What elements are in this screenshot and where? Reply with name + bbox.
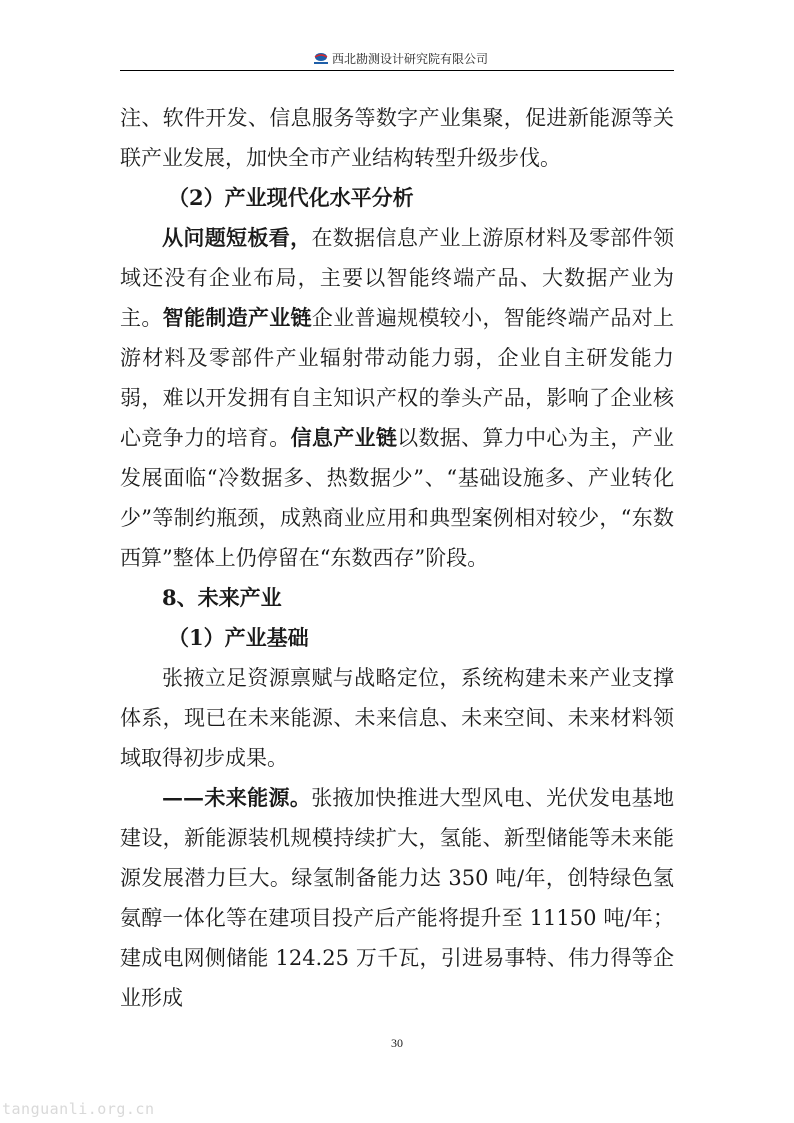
lead-shortcomings: 从问题短板看， xyxy=(162,225,312,250)
header-brand xyxy=(312,52,488,66)
heading-future-industry: 8、未来产业 xyxy=(162,585,282,610)
lead-future-energy: ——未来能源。 xyxy=(162,785,312,810)
paragraph-shortcomings xyxy=(120,218,674,578)
label-information-chain: 信息产业链 xyxy=(290,425,398,450)
heading-industry-basis: （1）产业基础 xyxy=(168,625,309,650)
paragraph-future-energy xyxy=(120,778,674,1018)
label-smart-manufacturing-chain: 智能制造产业链 xyxy=(162,305,312,330)
text-future-energy: 张掖加快推进大型风电、光伏发电基地建设，新能源装机规模持续扩大，氢能、新型储能等未来能源发展潜力巨大。绿氢制备能力达 350 吨/年，创特绿色氢氨醇一体化等在建项目投产后产能将提升至 11150 吨/年；建成电网侧储能 124.25 万千瓦，引进易事特、伟力得等企业形成 xyxy=(120,786,675,1010)
company-name: 西北勘测设计研究院有限公司 xyxy=(332,52,489,66)
text-shortcomings-1: 在数据信息产业上游原材料及零部件领域还没有企业布局，主要以智能终端产品、大数据产业为主。 xyxy=(120,226,675,330)
site-watermark: tanguanli.org.cn xyxy=(2,1100,155,1118)
document-body xyxy=(120,98,674,1018)
page-number: 30 xyxy=(391,1036,403,1050)
paragraph-digital-industry: 注、软件开发、信息服务等数字产业集聚，促进新能源等关联产业发展，加快全市产业结构转型升级步伐。 xyxy=(120,106,674,170)
page-header xyxy=(120,50,674,70)
text-shortcomings-2: 企业普遍规模较小，智能终端产品对上游材料及零部件产业辐射带动能力弱，企业自主研发能力弱，难以开发拥有自主知识产权的拳头产品，影响了企业核心竞争力的培育。 xyxy=(120,306,675,450)
text-shortcomings-3: 以数据、算力中心为主，产业发展面临“冷数据多、热数据少”、“基础设施多、产业转化少”等制约瓶颈，成熟商业应用和典型案例相对较少，“东数西算”整体上仍停留在“东数西存”阶段。 xyxy=(120,426,675,570)
paragraph-future-system: 张掖立足资源禀赋与战略定位，系统构建未来产业支撑体系，现已在未来能源、未来信息、未来空间、未来材料领域取得初步成果。 xyxy=(120,666,674,770)
heading-modernization-analysis: （2）产业现代化水平分析 xyxy=(168,185,414,210)
powerchina-logo-icon xyxy=(312,52,330,66)
header-divider xyxy=(120,70,674,71)
